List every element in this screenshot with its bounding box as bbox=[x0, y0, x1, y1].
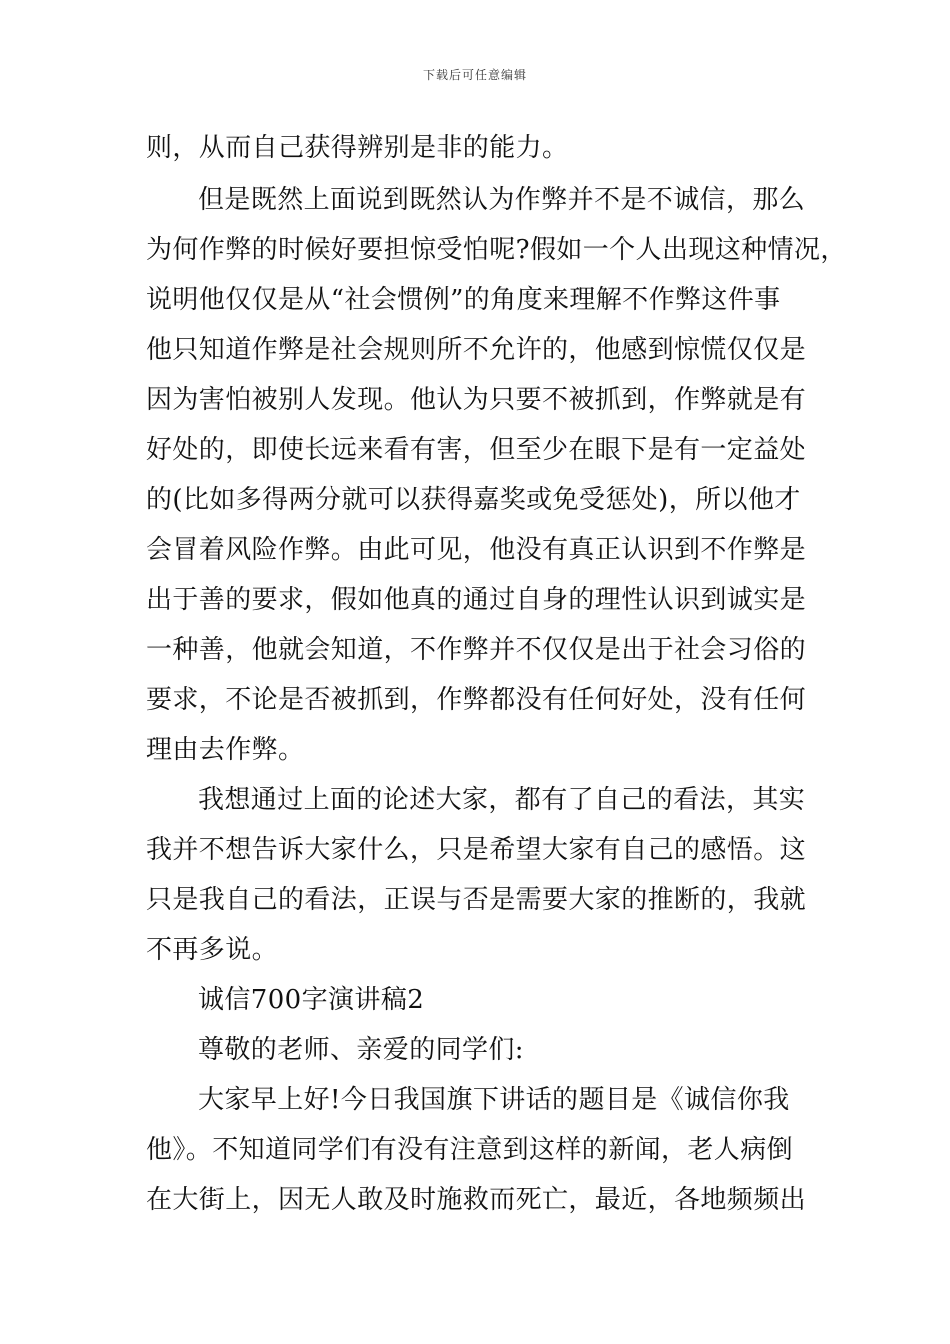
text-line: 要求，不论是否被抓到，作弊都没有任何好处，没有任何 bbox=[146, 685, 807, 715]
text-line: 出于善的要求，假如他真的通过自身的理性认识到诚实是 bbox=[146, 585, 807, 615]
greeting-line: 尊敬的老师、亲爱的同学们: bbox=[198, 1035, 524, 1065]
text-line: 不再多说。 bbox=[146, 935, 279, 965]
text-line: 大家早上好!今日我国旗下讲话的题目是《诚信你我 bbox=[198, 1085, 790, 1115]
text-line: 好处的，即使长远来看有害，但至少在眼下是有一定益处 bbox=[146, 435, 807, 465]
text-line: 因为害怕被别人发现。他认为只要不被抓到，作弊就是有 bbox=[146, 385, 807, 415]
text-line: 但是既然上面说到既然认为作弊并不是不诚信，那么 bbox=[198, 185, 806, 215]
text-line: 的(比如多得两分就可以获得嘉奖或免受惩处)，所以他才 bbox=[146, 485, 801, 515]
text-line: 只是我自己的看法，正误与否是需要大家的推断的，我就 bbox=[146, 885, 807, 915]
text-line: 我想通过上面的论述大家，都有了自己的看法，其实 bbox=[198, 785, 806, 815]
text-line: 为何作弊的时候好要担惊受怕呢?假如一个人出现这种情况， bbox=[146, 235, 847, 265]
text-line: 他》。不知道同学们有没有注意到这样的新闻，老人病倒 bbox=[146, 1135, 794, 1165]
page-header: 下载后可任意编辑 bbox=[422, 68, 527, 82]
text-line: 则，从而自己获得辨别是非的能力。 bbox=[146, 133, 569, 163]
text-line: 一种善，他就会知道，不作弊并不仅仅是出于社会习俗的 bbox=[146, 635, 807, 665]
section-title: 诚信700字演讲稿2 bbox=[198, 985, 425, 1015]
text-line: 理由去作弊。 bbox=[146, 735, 305, 765]
text-line: 说明他仅仅是从“社会惯例”的角度来理解不作弊这件事 bbox=[146, 285, 781, 315]
text-line: 我并不想告诉大家什么，只是希望大家有自己的感悟。这 bbox=[146, 835, 807, 865]
text-line: 会冒着风险作弊。由此可见，他没有真正认识到不作弊是 bbox=[146, 535, 807, 565]
text-line: 在大街上，因无人敢及时施救而死亡，最近，各地频频出 bbox=[146, 1185, 807, 1215]
text-line: 他只知道作弊是社会规则所不允许的，他感到惊慌仅仅是 bbox=[146, 335, 807, 365]
